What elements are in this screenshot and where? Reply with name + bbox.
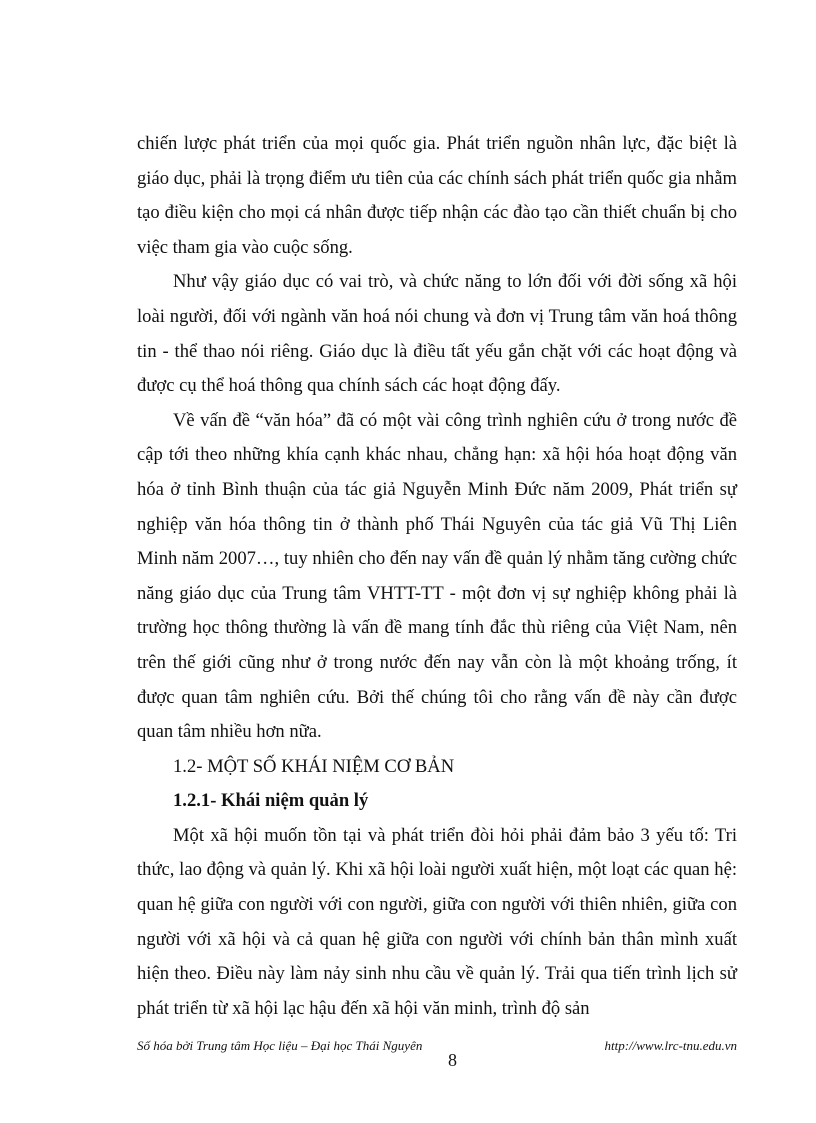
paragraph-3: Về vấn đề “văn hóa” đã có một vài công trình nghiên cứu ở trong nước đề cập tới theo những khía cạnh khác nhau, chẳng hạn: xã hội hóa hoạt động văn hóa ở tỉnh Bình thuận của tác giả Nguyễn Minh Đức năm 2009, Phát triển sự nghiệp văn hóa thông tin ở thành phố Thái Nguyên của tác giả Vũ Thị Liên Minh năm 2007…, tuy nhiên cho đến nay vấn đề quản lý nhằm tăng cường chức năng giáo dục của Trung tâm VHTT-TT - một đơn vị sự nghiệp không phải là trường học thông thường là vấn đề mang tính đắc thù riêng của Việt Nam, nên trên thế giới cũng như ở trong nước đến nay vẫn còn là một khoảng trống, ít được quan tâm nghiên cứu. Bởi thế chúng tôi cho rằng vấn đề này cần được quan tâm nhiều hơn nữa. bbox=[137, 409, 737, 743]
page-number: 8 bbox=[448, 1050, 457, 1070]
page-footer bbox=[137, 1038, 737, 1062]
paragraph-4: Một xã hội muốn tồn tại và phát triển đòi hỏi phải đảm bảo 3 yếu tố: Tri thức, lao động và quản lý. Khi xã hội loài người xuất hiện, một loạt các quan hệ: quan hệ giữa con người với con người, giữa con người với thiên nhiên, giữa con người với xã hội và cả quan hệ giữa con người với chính bản thân mình xuất hiện theo. Điều này làm nảy sinh nhu cầu về quản lý. Trải qua tiến trình lịch sử phát triển từ xã hội lạc hậu đến xã hội văn minh, trình độ sản bbox=[137, 824, 737, 1019]
paragraph-1: chiến lược phát triển của mọi quốc gia. Phát triển nguồn nhân lực, đặc biệt là giáo dục, phải là trọng điểm ưu tiên của các chính sách phát triển quốc gia nhằm tạo điều kiện cho mọi cá nhân được tiếp nhận các đào tạo cần thiết chuẩn bị cho việc tham gia vào cuộc sống. bbox=[137, 133, 737, 258]
footer-digitized-by: Số hóa bởi Trung tâm Học liệu – Đại học Thái Nguyên bbox=[137, 1038, 423, 1053]
document-body bbox=[137, 127, 737, 1026]
footer-url: http://www.lrc-tnu.edu.vn bbox=[604, 1038, 737, 1053]
subsection-heading: 1.2.1- Khái niệm quản lý bbox=[173, 790, 369, 812]
section-heading: 1.2- MỘT SỐ KHÁI NIỆM CƠ BẢN bbox=[173, 755, 455, 777]
paragraph-2: Như vậy giáo dục có vai trò, và chức năng to lớn đối với đời sống xã hội loài người, đối với ngành văn hoá nói chung và đơn vị Trung tâm văn hoá thông tin - thể thao nói riêng. Giáo dục là điều tất yếu gắn chặt với các hoạt động và được cụ thể hoá thông qua chính sách các hoạt động đấy. bbox=[137, 271, 737, 397]
